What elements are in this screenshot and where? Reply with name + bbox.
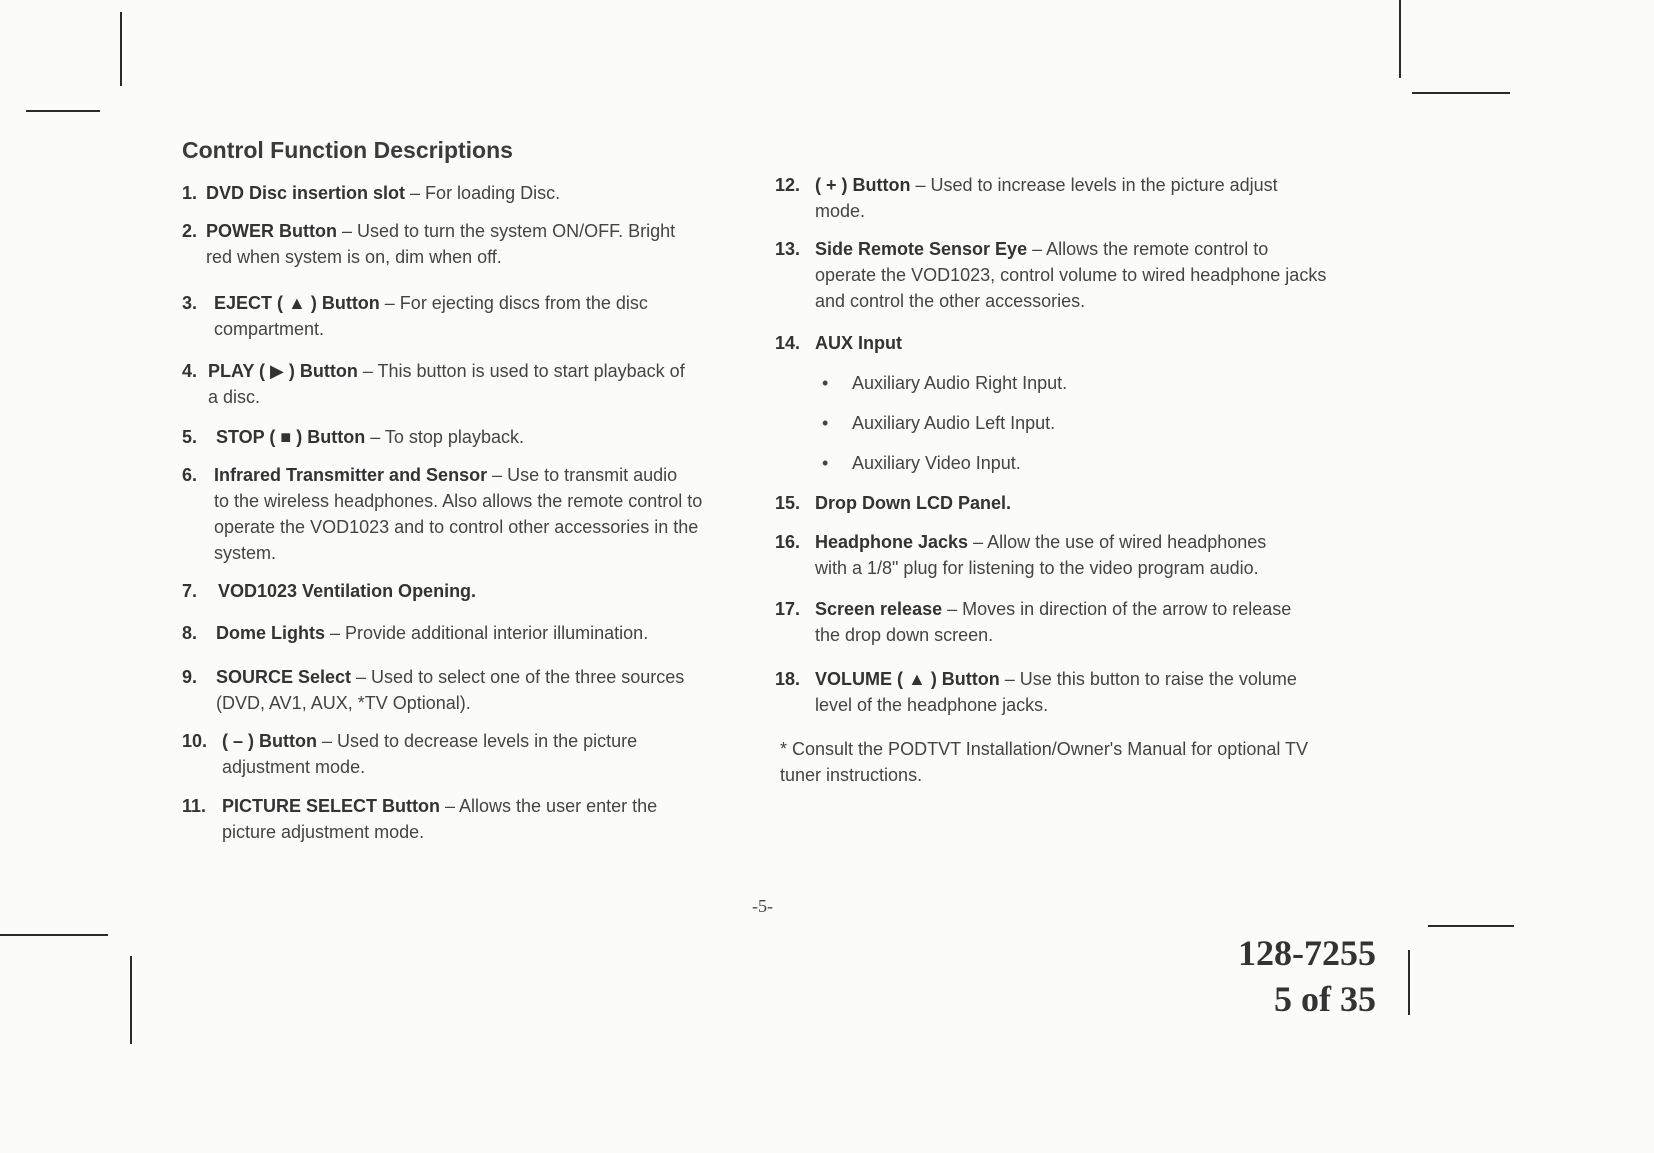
item-number: 10. bbox=[182, 731, 208, 751]
list-item bbox=[182, 728, 747, 780]
item-number: 12. bbox=[775, 175, 801, 195]
list-item bbox=[775, 236, 1345, 314]
item-continuation: the drop down screen. bbox=[815, 625, 994, 645]
item-label: VOLUME ( ▲ ) Button bbox=[815, 669, 1000, 689]
item-number: 6. bbox=[182, 465, 198, 485]
footnote: * Consult the PODTVT Installation/Owner's Manual for optional TV tuner instructions. bbox=[780, 739, 1309, 785]
item-number: 11. bbox=[182, 796, 207, 816]
item-first-line bbox=[216, 427, 524, 447]
list-item bbox=[775, 490, 1345, 516]
list-item bbox=[182, 424, 747, 450]
item-label: Infrared Transmitter and Sensor bbox=[214, 465, 488, 485]
bullet-dot-icon: • bbox=[822, 413, 829, 433]
crop-mark bbox=[120, 12, 122, 86]
list-item bbox=[775, 330, 1345, 356]
item-description: – Used to turn the system ON/OFF. Bright bbox=[336, 221, 676, 241]
item-label: Side Remote Sensor Eye bbox=[815, 239, 1028, 259]
crop-mark bbox=[1412, 92, 1510, 94]
crop-mark bbox=[1408, 950, 1410, 1015]
list-item bbox=[182, 664, 747, 716]
item-number: 16. bbox=[775, 532, 801, 552]
item-label: Drop Down LCD Panel. bbox=[815, 493, 1012, 513]
item-continuation: red when system is on, dim when off. bbox=[206, 247, 502, 267]
item-label: Dome Lights bbox=[216, 623, 326, 643]
item-label: DVD Disc insertion slot bbox=[206, 183, 406, 203]
item-label: POWER Button bbox=[206, 221, 337, 241]
crop-mark bbox=[1399, 0, 1401, 78]
item-description: – To stop playback. bbox=[365, 427, 524, 447]
item-number: 8. bbox=[182, 623, 198, 643]
list-item bbox=[182, 358, 747, 410]
item-label: PLAY ( ▶ ) Button bbox=[208, 361, 358, 381]
list-item bbox=[775, 172, 1345, 224]
item-first-line bbox=[815, 239, 1268, 259]
item-number: 9. bbox=[182, 667, 198, 687]
list-item bbox=[182, 218, 747, 270]
bullet-dot-icon: • bbox=[822, 453, 829, 473]
list-item bbox=[775, 666, 1345, 718]
item-label: Screen release bbox=[815, 599, 943, 619]
item-first-line bbox=[815, 333, 902, 353]
item-description: – For ejecting discs from the disc bbox=[379, 293, 648, 313]
bullet-text: Auxiliary Video Input. bbox=[852, 453, 1021, 473]
item-description: – Allows the user enter the bbox=[440, 796, 658, 816]
item-number: 13. bbox=[775, 239, 801, 259]
list-item bbox=[775, 529, 1345, 581]
item-continuation: a disc. bbox=[208, 387, 261, 407]
item-number: 3. bbox=[182, 293, 198, 313]
item-first-line bbox=[815, 493, 1011, 513]
item-continuation: operate the VOD1023, control volume to wired headphone jacks and control the other accessories. bbox=[815, 265, 1327, 311]
document-number-block bbox=[1238, 930, 1376, 1022]
item-number: 14. bbox=[775, 333, 801, 353]
item-description: – For loading Disc. bbox=[405, 183, 561, 203]
item-first-line bbox=[815, 532, 1266, 552]
item-continuation: (DVD, AV1, AUX, *TV Optional). bbox=[216, 693, 471, 713]
item-description: – Allow the use of wired headphones bbox=[968, 532, 1267, 552]
item-continuation: level of the headphone jacks. bbox=[815, 695, 1049, 715]
item-continuation: mode. bbox=[815, 201, 866, 221]
item-first-line bbox=[206, 221, 675, 241]
item-number: 1. bbox=[182, 183, 198, 203]
list-item bbox=[182, 180, 747, 206]
document-number: 128-7255 bbox=[1238, 933, 1376, 973]
bullet-text: Auxiliary Audio Left Input. bbox=[852, 413, 1056, 433]
item-description: – Moves in direction of the arrow to release bbox=[942, 599, 1292, 619]
page-number: -5- bbox=[752, 896, 773, 916]
item-number: 5. bbox=[182, 427, 198, 447]
bullet-text: Auxiliary Audio Right Input. bbox=[852, 373, 1068, 393]
item-first-line bbox=[216, 623, 648, 643]
aux-input-bullet bbox=[822, 410, 1056, 436]
item-continuation: to the wireless headphones. Also allows the remote control to operate the VOD1023 and to control other accessories in the system. bbox=[214, 491, 703, 563]
crop-mark bbox=[0, 934, 108, 936]
item-label: Headphone Jacks bbox=[815, 532, 969, 552]
item-continuation: compartment. bbox=[214, 319, 325, 339]
bullet-dot-icon: • bbox=[822, 373, 829, 393]
item-label: EJECT ( ▲ ) Button bbox=[214, 293, 380, 313]
item-label: AUX Input bbox=[815, 333, 902, 353]
item-first-line bbox=[815, 669, 1297, 689]
item-first-line bbox=[222, 796, 657, 816]
crop-mark bbox=[26, 110, 100, 112]
item-first-line bbox=[206, 183, 560, 203]
item-description: – Use this button to raise the volume bbox=[999, 669, 1297, 689]
item-description: – Used to decrease levels in the picture bbox=[316, 731, 638, 751]
aux-input-bullet bbox=[822, 450, 1021, 476]
item-label: STOP ( ■ ) Button bbox=[216, 427, 366, 447]
item-number: 4. bbox=[182, 361, 198, 381]
item-number: 7. bbox=[182, 581, 198, 601]
item-label: VOD1023 Ventilation Opening. bbox=[218, 581, 477, 601]
item-first-line bbox=[815, 175, 1278, 195]
item-description: – Used to select one of the three sources bbox=[351, 667, 685, 687]
item-first-line bbox=[214, 293, 648, 313]
crop-mark bbox=[130, 956, 132, 1044]
crop-mark bbox=[1428, 925, 1514, 927]
item-first-line bbox=[216, 667, 684, 687]
page-title: Control Function Descriptions bbox=[182, 137, 513, 163]
item-number: 18. bbox=[775, 669, 801, 689]
item-first-line bbox=[218, 581, 476, 601]
list-item bbox=[182, 793, 747, 845]
item-description: – Use to transmit audio bbox=[487, 465, 678, 485]
item-description: – Used to increase levels in the picture adjust bbox=[910, 175, 1278, 195]
item-label: PICTURE SELECT Button bbox=[222, 796, 440, 816]
aux-input-bullet bbox=[822, 370, 1068, 396]
item-label: ( + ) Button bbox=[815, 175, 911, 195]
item-description: – Allows the remote control to bbox=[1027, 239, 1269, 259]
item-description: – This button is used to start playback of bbox=[357, 361, 685, 381]
list-item bbox=[775, 596, 1345, 648]
item-number: 15. bbox=[775, 493, 801, 513]
list-item bbox=[182, 578, 747, 604]
list-item bbox=[182, 462, 747, 566]
page-count: 5 of 35 bbox=[1274, 979, 1376, 1019]
item-continuation: with a 1/8" plug for listening to the video program audio. bbox=[815, 558, 1259, 578]
item-continuation: adjustment mode. bbox=[222, 757, 366, 777]
item-first-line bbox=[815, 599, 1291, 619]
item-description: – Provide additional interior illumination. bbox=[325, 623, 649, 643]
list-item bbox=[182, 620, 747, 646]
item-number: 2. bbox=[182, 221, 198, 241]
item-label: ( – ) Button bbox=[222, 731, 317, 751]
item-first-line bbox=[222, 731, 637, 751]
list-item bbox=[182, 290, 747, 342]
item-first-line bbox=[214, 465, 677, 485]
item-continuation: picture adjustment mode. bbox=[222, 822, 425, 842]
item-number: 17. bbox=[775, 599, 801, 619]
item-label: SOURCE Select bbox=[216, 667, 352, 687]
item-first-line bbox=[208, 361, 685, 381]
